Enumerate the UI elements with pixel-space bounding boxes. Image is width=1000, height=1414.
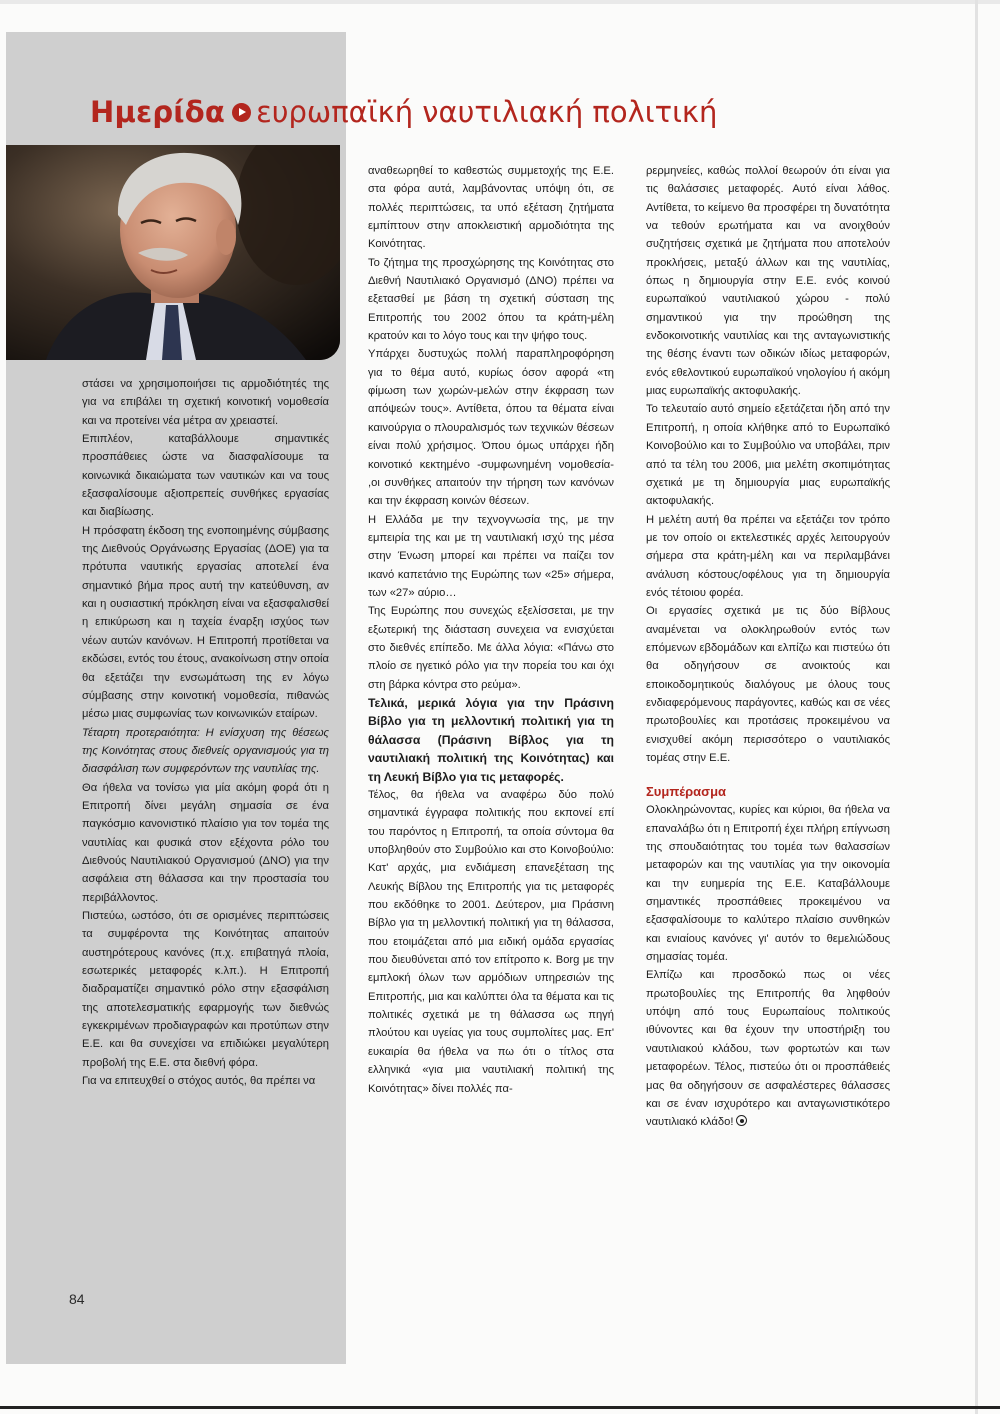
column-3 bbox=[646, 162, 890, 1132]
title-topic: ευρωπαϊκή ναυτιλιακή πολιτική bbox=[256, 95, 718, 129]
paragraph: Η Ελλάδα με την τεχνογνωσία της, με την εμπειρία της και με τη ναυτιλιακή ισχύ της μέσα στην Ένωση μπορεί και πρέπει να παίζει τον ικανό καπετάνιο της Ευρώπης των «25» σήμερα, των «27» αύριο… bbox=[368, 513, 614, 599]
paragraph-bold-lead: Τελικά, μερικά λόγια για την Πράσινη Βίβλο για τη μελλοντική πολιτική για τη θάλασσα (Πράσινη Βίβλος για τη ναυτιλιακή πολιτική της Κοινότητας) και τη Λευκή Βίβλο για τις μεταφορές. bbox=[368, 695, 614, 784]
speaker-photo bbox=[6, 145, 340, 360]
paragraph: ρερμηνείες, καθώς πολλοί θεωρούν ότι είναι για τις θαλάσσιες μεταφορές. Αυτό είναι λάθος. Αντίθετα, το κείμενο θα προσφέρει τη δυνατότητα να τεθούν ερωτήματα και να ανοιχθούν συζητήσεις σχετικά με ζητήματα που αποτελούν προκλήσεις, μεταξύ άλλων και της ναυτιλίας, όπως η δημιουργία στην Ε.Ε. ενός κοινού ευρωπαϊκού ναυτιλιακού χώρου - πολύ σημαντικού για την προώθηση της ενδοκοινοτικής ναυτιλίας και της ανταγωνιστικής της θέσης έναντι των οδικών ιδίως μεταφορών, ενός εθελοντικού ευρωπαϊκού νηολογίου ή ακόμη μιας ευρωπαϊκής ακτοφυλακής. bbox=[646, 165, 890, 398]
paragraph: Η μελέτη αυτή θα πρέπει να εξετάζει τον τρόπο με τον οποίο οι εκτελεστικές αρχές λειτουργούν σήμερα στα κράτη-μέλη και να περιλαμβάνει ανάλυση κόστους/οφέλους για τη δημιουργία ενός τέτοιου φορέα. bbox=[646, 513, 890, 599]
paragraph: Υπάρχει δυστυχώς πολλή παραπληροφόρηση για το θέμα αυτό, κυρίως όσον αφορά «τη φίμωση των χωρών-μελών στην έκφραση των απόψεών τους». Αντίθετα, όπου τα θέματα είναι καινούργια ο πλουραλισμός των τεχνικών θέσεων είναι πολύ χρήσιμος. Όπου όμως υπάρχει ήδη κοινοτικό κεκτημένο -συμφωνημένη νομοθεσία- ,οι συνθήκες απαιτούν την τήρηση των κανόνων και την έκφραση κοινών θέσεων. bbox=[368, 348, 614, 508]
page-top-edge bbox=[0, 0, 1000, 4]
page-bottom-edge bbox=[0, 1406, 1000, 1409]
paragraph: Πιστεύω, ωστόσο, ότι σε ορισμένες περιπτώσεις τα συμφέροντα της Κοινότητας απαιτούν αυστηρότερους κανόνες (π.χ. επιβατηγά πλοία, εσωτερικές μεταφορές κ.λπ.). Η Επιτροπή διαδραματίζει σημαντικό ρόλο στην εξασφάλιση της αποτελεσματικής εφαρμογής των διεθνώς εγκεκριμένων προδιαγραφών και προτύπων στην Ε.Ε. και θα συνεχίσει να επιδιώκει μεγαλύτερη προβολή της Ε.Ε. στα διεθνή φόρα. bbox=[82, 909, 329, 1069]
paragraph: στάσει να χρησιμοποιήσει τις αρμοδιότητές της για να επιβάλει τη σχετική κοινοτική νομοθεσία και να προτείνει νέα μέτρα αν χρειαστεί. bbox=[82, 378, 329, 427]
final-text: Ελπίζω και προσδοκώ πως οι νέες πρωτοβουλίες της Επιτροπής θα ληφθούν υπόψη από τους Ευρωπαίους πολιτικούς ιθύνοντες και θα έχουν την υποστήριξη του ναυτιλιακού κλάδου, των φορτωτών και των μεταφορέων. Τέλος, πιστεύω ότι οι προσπάθειές μας θα οδηγήσουν σε ασφαλέστερες θάλασσες και σε έναν ισχυρότερο και ανταγωνιστικότερο ναυτιλιακό κλάδο! bbox=[646, 969, 890, 1129]
paragraph-priority-italic: Τέταρτη προτεραιότητα: Η ενίσχυση της θέσεως της Κοινότητας στους διεθνείς οργανισμούς για τη διασφάλιση των συμφερόντων της ναυτιλίας της. bbox=[82, 726, 329, 776]
paragraph: Επιπλέον, καταβάλλουμε σημαντικές προσπάθειες ώστε να διασφαλίσουμε τα κοινωνικά δικαιώματα των ναυτικών και να τους εξασφαλίσουμε αξιοπρεπείς συνθήκες εργασίας και διαβίωσης. bbox=[82, 433, 329, 519]
article-title bbox=[90, 88, 717, 136]
paragraph: Οι εργασίες σχετικά με τις δύο Βίβλους αναμένεται να ολοκληρωθούν εντός των επόμενων εβδομάδων και ελπίζω και πιστεύω ότι θα οδηγήσουν σε ανοικτούς και εποικοδομητικούς διαλόγους με όλους τους ενδιαφερόμενους παράγοντες, καθώς και σε νέες πρωτοβουλίες και προτάσεις προκειμένου να ενισχυθεί ακόμη περισσότερο ο ναυτιλιακός τομέας στην Ε.Ε. bbox=[646, 605, 890, 764]
column-1 bbox=[82, 375, 329, 1090]
speaker-portrait-illustration bbox=[6, 145, 340, 360]
paragraph: Για να επιτευχθεί ο στόχος αυτός, θα πρέπει να bbox=[82, 1075, 316, 1088]
paragraph: αναθεωρηθεί το καθεστώς συμμετοχής της Ε.Ε. στα φόρα αυτά, λαμβάνοντας υπόψη ότι, σε πολλές περιπτώσεις, τα υπό εξέταση ζητήματα εμπίπτουν στην αποκλειστική αρμοδιότητα της Κοινότητας. bbox=[368, 165, 614, 251]
paragraph: Η πρόσφατη έκδοση της ενοποιημένης σύμβασης της Διεθνούς Οργάνωσης Εργασίας (ΔΟΕ) για τα πρότυπα ναυτικής εργασίας αποτελεί ένα σημαντικό βήμα προς αυτή την κατεύθυνση, αν και η ουσιαστική πρόκληση είναι να εξασφαλισθεί η επικύρωση και η ταχεία έναρξη ισχύος των νέων αυτών κανόνων. Η Επιτροπή προτίθεται να εκδώσει, εντός του έτους, ανακοίνωση στην οποία θα εξετάζει την ενσωμάτωση της εν λόγω σύμβασης στην κοινοτική νομοθεσία, πιθανώς μέσω μιας συμφωνίας των κοινωνικών εταίρων. bbox=[82, 524, 329, 721]
paragraph: Της Ευρώπης που συνεχώς εξελίσσεται, με την εξωτερική της διάσταση συνεχεια να ενισχύεται στο διεθνές επίπεδο. Με άλλα λόγια: «Πάνω στο πλοίο σε ηγετικό ρόλο για την πορεία του και όχι στη βάρκα κόντρα στο ρεύμα». bbox=[368, 605, 614, 691]
paragraph: Το ζήτημα της προσχώρησης της Κοινότητας στο Διεθνή Ναυτιλιακό Οργανισμό (ΔΝΟ) πρέπει να εξετασθεί με βάση τη σχετική σύσταση της Επιτροπής του 2002 όπου τα κράτη-μέλη κρατούν και το λόγο τους και την ψήφο τους. bbox=[368, 256, 614, 343]
paragraph-final bbox=[646, 966, 890, 1131]
arrow-right-icon bbox=[232, 103, 251, 122]
page-fold bbox=[975, 0, 978, 1414]
title-section-label: Ημερίδα bbox=[90, 95, 226, 129]
end-of-article-icon bbox=[736, 1115, 747, 1126]
column-2 bbox=[368, 162, 614, 1098]
paragraph: Τέλος, θα ήθελα να αναφέρω δύο πολύ σημαντικά έγγραφα πολιτικής που εκπονεί επί του παρόντος η Επιτροπή, τα οποία σύντομα θα υποβληθούν στο Συμβούλιο και στο Κοινοβούλιο: Κατ' αρχάς, μια ενδιάμεση επανεξέταση της Λευκής Βίβλου της Επιτροπής για τις μεταφορές που εκδόθηκε το 2001. Δεύτερον, μια Πράσινη Βίβλο για τη μελλοντική πολιτική για τη θάλασσα, που ετοιμάζεται από μια ειδική ομάδα εργασίας που διευθύνεται από τον επίτροπο κ. Borg με την εμπλοκή όλων των αρμόδιων υπηρεσιών της Επιτροπής, μια και καλύπτει όλα τα θέματα και τις πολιτικές σχετικά με τη θάλασσα ως πηγή πλούτου και υγείας για τους συμπολίτες μας. Επ' ευκαιρία θα ήθελα να πω ότι ο τίτλος στα ελληνικά «για μια ναυτιλιακή πολιτική της Κοινότητας» δίνει πολλές πα- bbox=[368, 789, 614, 1095]
paragraph: Θα ήθελα να τονίσω για μία ακόμη φορά ότι η Επιτροπή δίνει μεγάλη σημασία σε ένα παγκόσμιο κανονιστικό πλαίσιο για τον τομέα της ναυτιλίας και φυσικά στον εξέχοντα ρόλο του Διεθνούς Ναυτιλιακού Οργανισμού (ΔΝΟ) για την ασφάλεια στη θάλασσα και την προστασία του περιβάλλοντος. bbox=[82, 781, 329, 904]
section-heading-conclusion: Συμπέρασμα bbox=[646, 784, 727, 800]
paragraph: Το τελευταίο αυτό σημείο εξετάζεται ήδη από την Επιτροπή, η οποία κλήθηκε από το Ευρωπαϊκό Κοινοβούλιο και το Συμβούλιο να υποβάλει, πριν από τα τέλη του 2006, μια μελέτη σκοπιμότητας σχετικά με τη δημιουργία μιας ευρωπαϊκής ακτοφυλακής. bbox=[646, 403, 890, 508]
paragraph: Ολοκληρώνοντας, κυρίες και κύριοι, θα ήθελα να επαναλάβω ότι η Επιτροπή έχει πλήρη επίγνωση της σπουδαιότητας του τομέα των θαλασσίων μεταφορών και της ναυτιλίας για την οικονομία και την ευημερία της Ε.Ε. Καταβάλλουμε σημαντικές προσπάθειες προκειμένου να εξασφαλίσουμε το καλύτερο πλαίσιο συνθηκών και ενιαίους κανόνες γι' αυτόν το θεμελιώδους σημασίας τομέα. bbox=[646, 804, 890, 964]
page-number: 84 bbox=[69, 1291, 85, 1307]
